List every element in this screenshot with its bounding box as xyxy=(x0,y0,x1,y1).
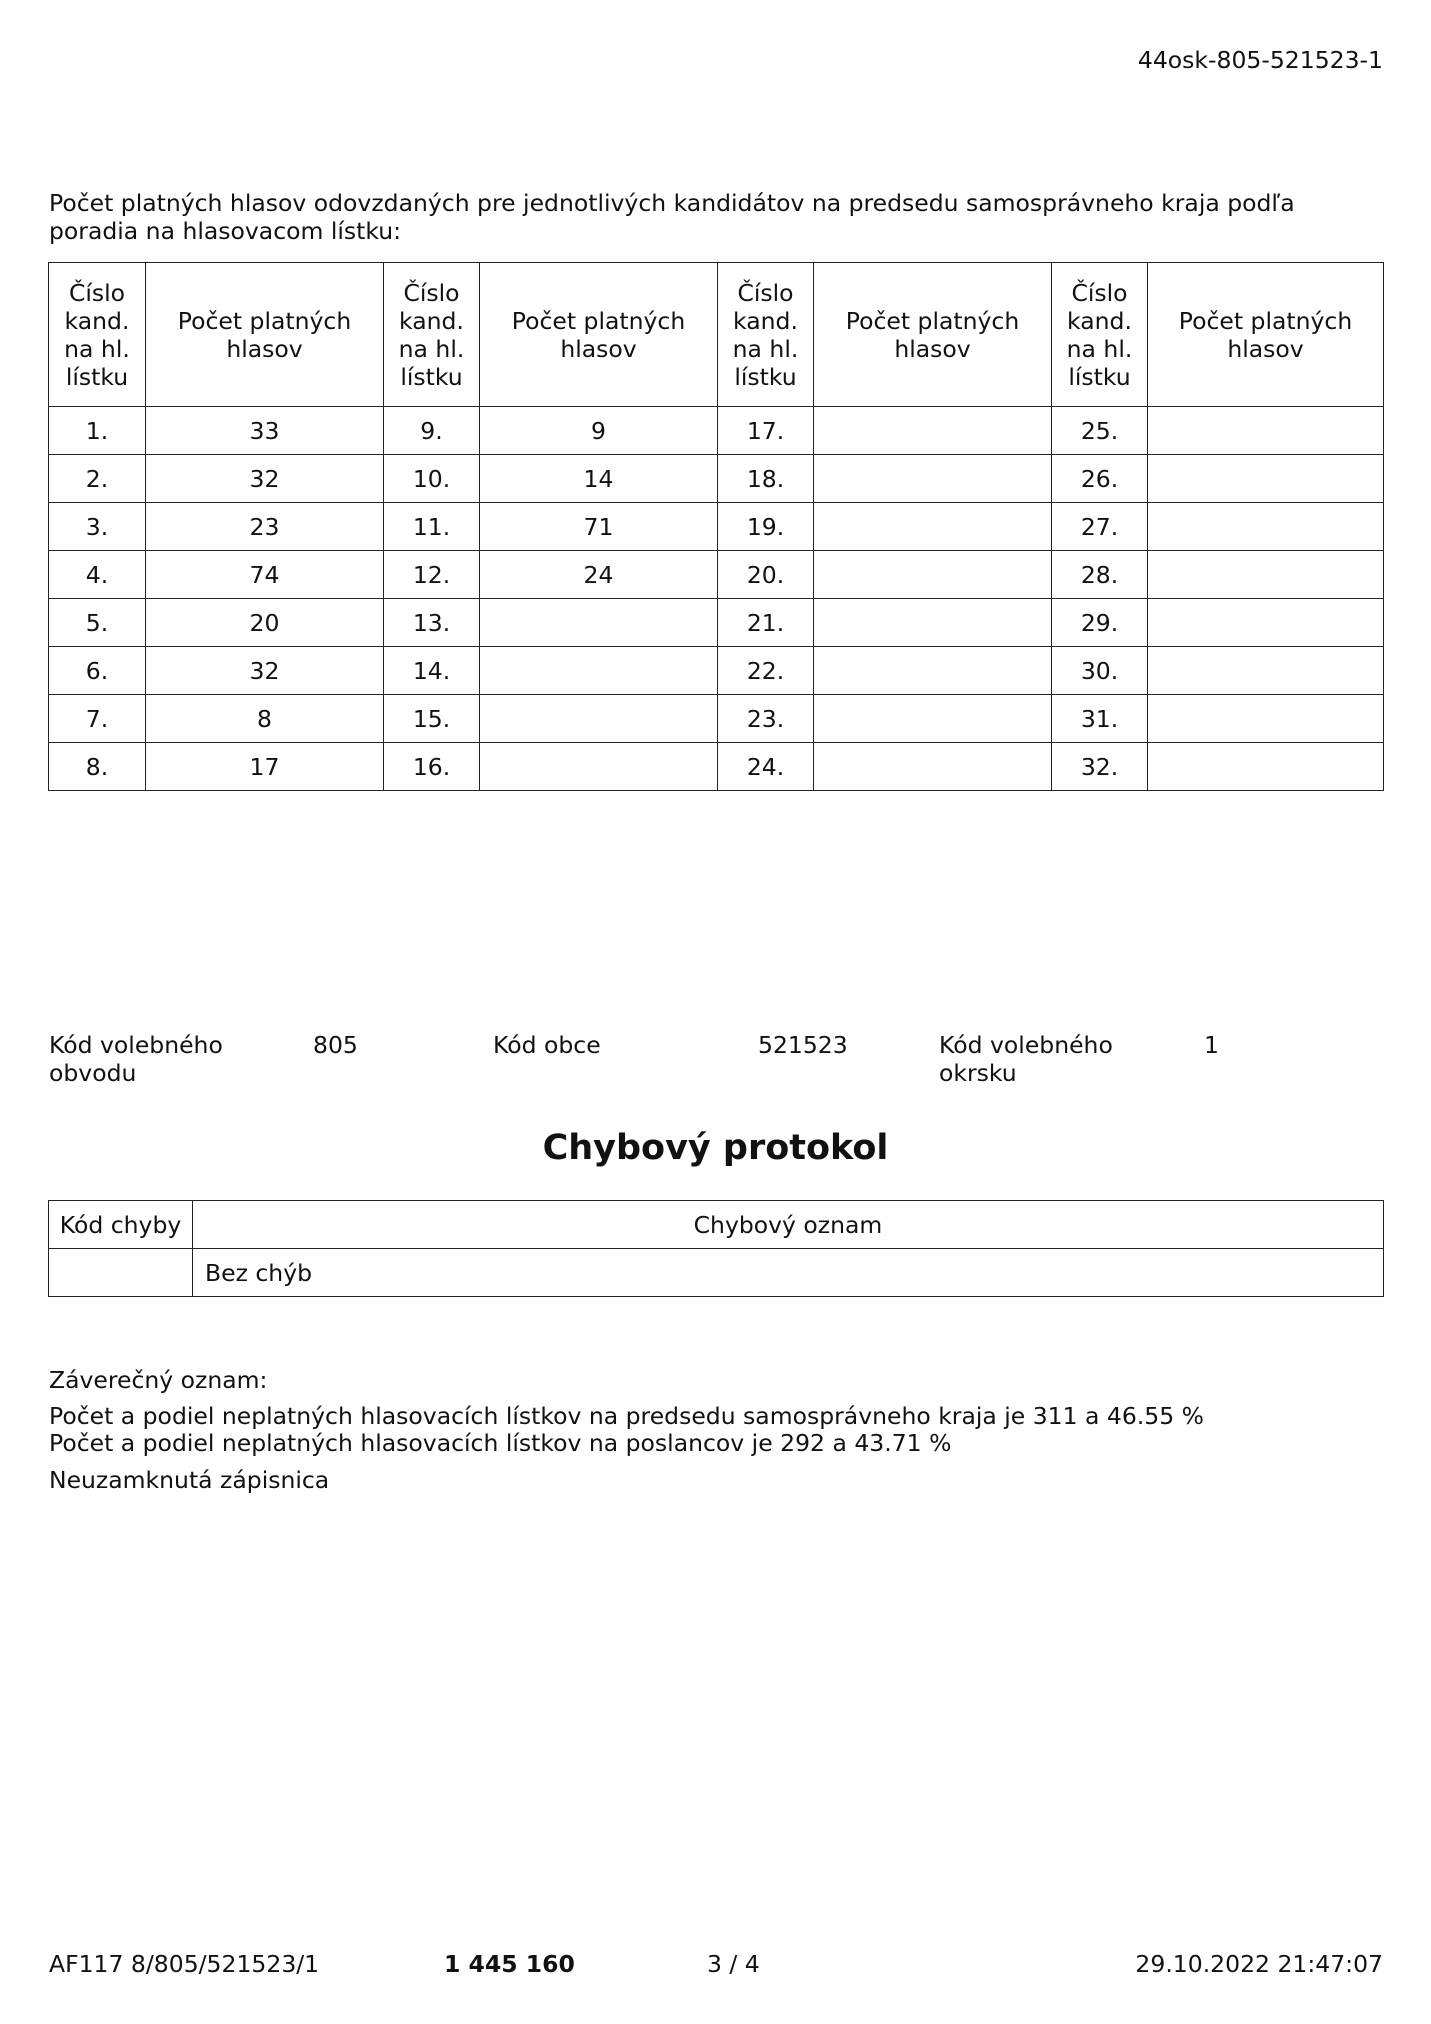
valid-votes-cell xyxy=(1148,647,1384,695)
valid-votes-cell: 33 xyxy=(146,407,384,455)
valid-votes-cell xyxy=(480,695,718,743)
valid-votes-cell xyxy=(480,647,718,695)
header-candidate-no: Číslo kand. na hl. lístku xyxy=(1052,263,1148,407)
candidate-number-cell: 7. xyxy=(49,695,146,743)
candidate-number-cell: 12. xyxy=(384,551,480,599)
valid-votes-cell xyxy=(1148,551,1384,599)
header-candidate-no: Číslo kand. na hl. lístku xyxy=(718,263,814,407)
candidate-number-cell: 32. xyxy=(1052,743,1148,791)
candidate-number-cell: 11. xyxy=(384,503,480,551)
municipality-code-label: Kód obce xyxy=(493,1031,601,1059)
error-protocol-title: Chybový protokol xyxy=(542,1128,889,1168)
candidate-number-cell: 5. xyxy=(49,599,146,647)
valid-votes-cell: 14 xyxy=(480,455,718,503)
candidate-number-cell: 30. xyxy=(1052,647,1148,695)
valid-votes-cell: 20 xyxy=(146,599,384,647)
candidate-number-cell: 31. xyxy=(1052,695,1148,743)
error-table xyxy=(48,1200,1384,1297)
candidate-number-cell: 15. xyxy=(384,695,480,743)
footer-form-ref: AF117 8/805/521523/1 xyxy=(49,1950,320,1978)
candidate-number-cell: 28. xyxy=(1052,551,1148,599)
final-notice-line-2: Počet a podiel neplatných hlasovacích lístkov na poslancov je 292 a 43.71 % xyxy=(49,1429,952,1457)
protocol-status: Neuzamknutá zápisnica xyxy=(49,1466,330,1494)
candidate-number-cell: 26. xyxy=(1052,455,1148,503)
results-header-row xyxy=(49,263,1384,407)
header-valid-votes: Počet platných hlasov xyxy=(480,263,718,407)
valid-votes-cell: 32 xyxy=(146,455,384,503)
valid-votes-cell: 17 xyxy=(146,743,384,791)
candidate-number-cell: 8. xyxy=(49,743,146,791)
candidate-number-cell: 6. xyxy=(49,647,146,695)
page-number: 3 / 4 xyxy=(707,1950,760,1978)
results-row xyxy=(49,551,1384,599)
header-candidate-no: Číslo kand. na hl. lístku xyxy=(384,263,480,407)
results-row xyxy=(49,599,1384,647)
results-row xyxy=(49,695,1384,743)
candidate-number-cell: 2. xyxy=(49,455,146,503)
header-error-code: Kód chyby xyxy=(49,1201,193,1249)
document-id: 44osk-805-521523-1 xyxy=(1137,46,1383,74)
header-candidate-no: Číslo kand. na hl. lístku xyxy=(49,263,146,407)
footer-number: 1 445 160 xyxy=(444,1950,575,1978)
valid-votes-cell xyxy=(480,743,718,791)
valid-votes-cell: 23 xyxy=(146,503,384,551)
header-valid-votes: Počet platných hlasov xyxy=(1148,263,1384,407)
valid-votes-cell xyxy=(1148,503,1384,551)
valid-votes-cell: 74 xyxy=(146,551,384,599)
results-row xyxy=(49,503,1384,551)
precinct-code-value: 1 xyxy=(1204,1031,1219,1059)
candidate-number-cell: 10. xyxy=(384,455,480,503)
error-code-cell xyxy=(49,1249,193,1297)
candidate-number-cell: 25. xyxy=(1052,407,1148,455)
candidate-number-cell: 22. xyxy=(718,647,814,695)
valid-votes-cell xyxy=(814,407,1052,455)
candidate-number-cell: 4. xyxy=(49,551,146,599)
valid-votes-cell xyxy=(1148,599,1384,647)
candidate-number-cell: 18. xyxy=(718,455,814,503)
valid-votes-cell xyxy=(814,647,1052,695)
valid-votes-cell xyxy=(814,695,1052,743)
header-valid-votes: Počet platných hlasov xyxy=(146,263,384,407)
results-table xyxy=(48,262,1384,791)
valid-votes-cell: 24 xyxy=(480,551,718,599)
valid-votes-cell xyxy=(480,599,718,647)
header-error-message: Chybový oznam xyxy=(193,1201,1384,1249)
final-notice-label: Záverečný oznam: xyxy=(49,1366,268,1394)
error-row xyxy=(49,1249,1384,1297)
valid-votes-cell: 71 xyxy=(480,503,718,551)
district-code-label: Kód volebného obvodu xyxy=(49,1031,223,1087)
district-code-value: 805 xyxy=(313,1031,358,1059)
results-row xyxy=(49,647,1384,695)
candidate-number-cell: 17. xyxy=(718,407,814,455)
candidate-number-cell: 1. xyxy=(49,407,146,455)
valid-votes-cell xyxy=(1148,695,1384,743)
candidate-number-cell: 20. xyxy=(718,551,814,599)
valid-votes-cell xyxy=(1148,455,1384,503)
error-header-row xyxy=(49,1201,1384,1249)
candidate-number-cell: 3. xyxy=(49,503,146,551)
valid-votes-cell: 32 xyxy=(146,647,384,695)
candidate-number-cell: 16. xyxy=(384,743,480,791)
precinct-code-label: Kód volebného okrsku xyxy=(939,1031,1113,1087)
valid-votes-cell xyxy=(814,743,1052,791)
results-row xyxy=(49,743,1384,791)
final-notice-line-1: Počet a podiel neplatných hlasovacích lístkov na predsedu samosprávneho kraja je 311 a 46.55 % xyxy=(49,1402,1204,1430)
valid-votes-cell: 9 xyxy=(480,407,718,455)
candidate-number-cell: 29. xyxy=(1052,599,1148,647)
results-row xyxy=(49,407,1384,455)
results-row xyxy=(49,455,1384,503)
candidate-number-cell: 24. xyxy=(718,743,814,791)
candidate-number-cell: 27. xyxy=(1052,503,1148,551)
intro-text: Počet platných hlasov odovzdaných pre jednotlivých kandidátov na predsedu samosprávneho kraja podľa poradia na hlasovacom lístku: xyxy=(49,189,1295,245)
candidate-number-cell: 9. xyxy=(384,407,480,455)
valid-votes-cell xyxy=(1148,407,1384,455)
candidate-number-cell: 14. xyxy=(384,647,480,695)
error-message-cell: Bez chýb xyxy=(193,1249,1384,1297)
valid-votes-cell xyxy=(814,455,1052,503)
footer-timestamp: 29.10.2022 21:47:07 xyxy=(1135,1950,1383,1978)
valid-votes-cell xyxy=(814,551,1052,599)
valid-votes-cell xyxy=(814,503,1052,551)
candidate-number-cell: 21. xyxy=(718,599,814,647)
candidate-number-cell: 19. xyxy=(718,503,814,551)
candidate-number-cell: 23. xyxy=(718,695,814,743)
candidate-number-cell: 13. xyxy=(384,599,480,647)
header-valid-votes: Počet platných hlasov xyxy=(814,263,1052,407)
valid-votes-cell xyxy=(814,599,1052,647)
valid-votes-cell xyxy=(1148,743,1384,791)
valid-votes-cell: 8 xyxy=(146,695,384,743)
municipality-code-value: 521523 xyxy=(758,1031,848,1059)
